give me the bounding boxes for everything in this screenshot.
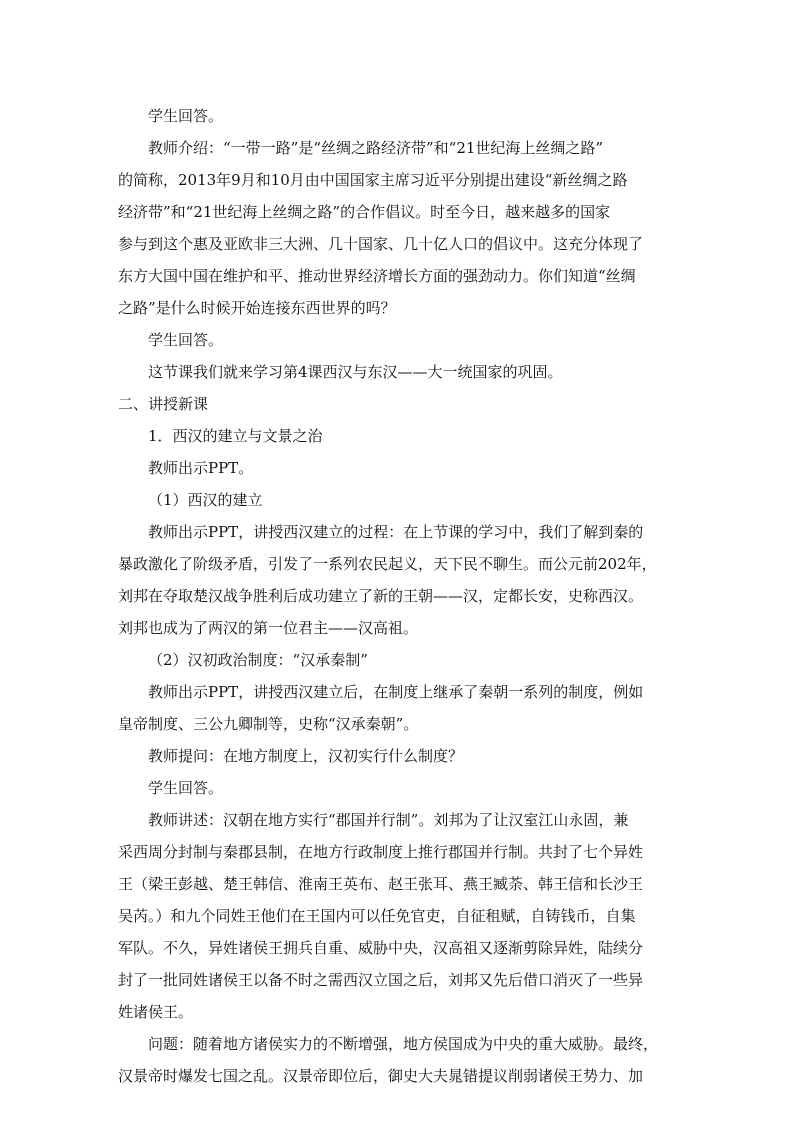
paragraph-line: 学生回答。 xyxy=(148,107,224,125)
paragraph-line: 学生回答。 xyxy=(148,779,224,797)
paragraph-line: 学生回答。 xyxy=(148,331,224,349)
subsection-heading: 1．西汉的建立与文景之治 xyxy=(148,427,323,445)
paragraph-line: 汉景帝时爆发七国之乱。汉景帝即位后，御史大夫晁错提议削弱诸侯王势力、加 xyxy=(118,1067,644,1085)
paragraph-line: 暴政激化了阶级矛盾，引发了一系列农民起义，天下民不聊生。而公元前202年， xyxy=(118,555,657,573)
paragraph-line: 问题：随着地方诸侯实力的不断增强，地方侯国成为中央的重大威胁。最终， xyxy=(148,1035,659,1053)
paragraph-line: 吴芮。）和九个同姓王他们在王国内可以任免官吏，自征租赋，自铸钱币，自集 xyxy=(118,907,636,925)
paragraph-line: 刘邦也成为了两汉的第一位君主——汉高祖。 xyxy=(118,619,419,637)
paragraph-line: 教师介绍：“一带一路”是“丝绸之路经济带”和“21世纪海上丝绸之路” xyxy=(148,139,604,157)
paragraph-line: 封了一批同姓诸侯王以备不时之需西汉立国之后，刘邦又先后借口消灭了一些异 xyxy=(118,971,644,989)
paragraph-line: 之路”是什么时候开始连接东西世界的吗？ xyxy=(118,299,396,317)
paragraph-line: 教师出示PPT。 xyxy=(148,459,254,477)
section-heading: 二、讲授新课 xyxy=(118,395,209,413)
paragraph-line: 皇帝制度、三公九卿制等，史称“汉承秦朝”。 xyxy=(118,715,419,733)
paragraph-line: 教师出示PPT，讲授西汉建立后，在制度上继承了秦朝一系列的制度，例如 xyxy=(148,683,644,701)
paragraph-line: 教师讲述：汉朝在地方实行“郡国并行制”。刘邦为了让汉室江山永固，兼 xyxy=(148,811,629,829)
paragraph-line: 姓诸侯王。 xyxy=(118,1003,194,1021)
paragraph-line: 军队。不久，异姓诸侯王拥兵自重、威胁中央，汉高祖又逐渐剪除异姓，陆续分 xyxy=(118,939,644,957)
paragraph-line: 参与到这个惠及亚欧非三大洲、几十国家、几十亿人口的倡议中。这充分体现了 xyxy=(118,235,644,253)
subsection-heading: （1）西汉的建立 xyxy=(148,491,263,509)
paragraph-line: 教师提问：在地方制度上，汉初实行什么制度？ xyxy=(148,747,464,765)
paragraph-line: 的简称，2013年9月和10月由中国国家主席习近平分别提出建设“新丝绸之路 xyxy=(118,171,628,189)
subsection-heading: （2）汉初政治制度：“汉承秦制” xyxy=(148,651,368,669)
paragraph-line: 采西周分封制与秦郡县制，在地方行政制度上推行郡国并行制。共封了七个异姓 xyxy=(118,843,644,861)
paragraph-line: 东方大国中国在维护和平、推动世界经济增长方面的强劲动力。你们知道“丝绸 xyxy=(118,267,636,285)
paragraph-line: 经济带”和“21世纪海上丝绸之路”的合作倡议。时至今日，越来越多的国家 xyxy=(118,203,611,221)
paragraph-line: 王（梁王彭越、楚王韩信、淮南王英布、赵王张耳、燕王臧荼、韩王信和长沙王 xyxy=(118,875,644,893)
paragraph-line: 教师出示PPT，讲授西汉建立的过程：在上节课的学习中，我们了解到秦的 xyxy=(148,523,644,541)
paragraph-line: 这节课我们就来学习第4课西汉与东汉——大一统国家的巩固。 xyxy=(148,363,563,381)
paragraph-line: 刘邦在夺取楚汉战争胜利后成功建立了新的王朝——汉，定都长安，史称西汉。 xyxy=(118,587,644,605)
